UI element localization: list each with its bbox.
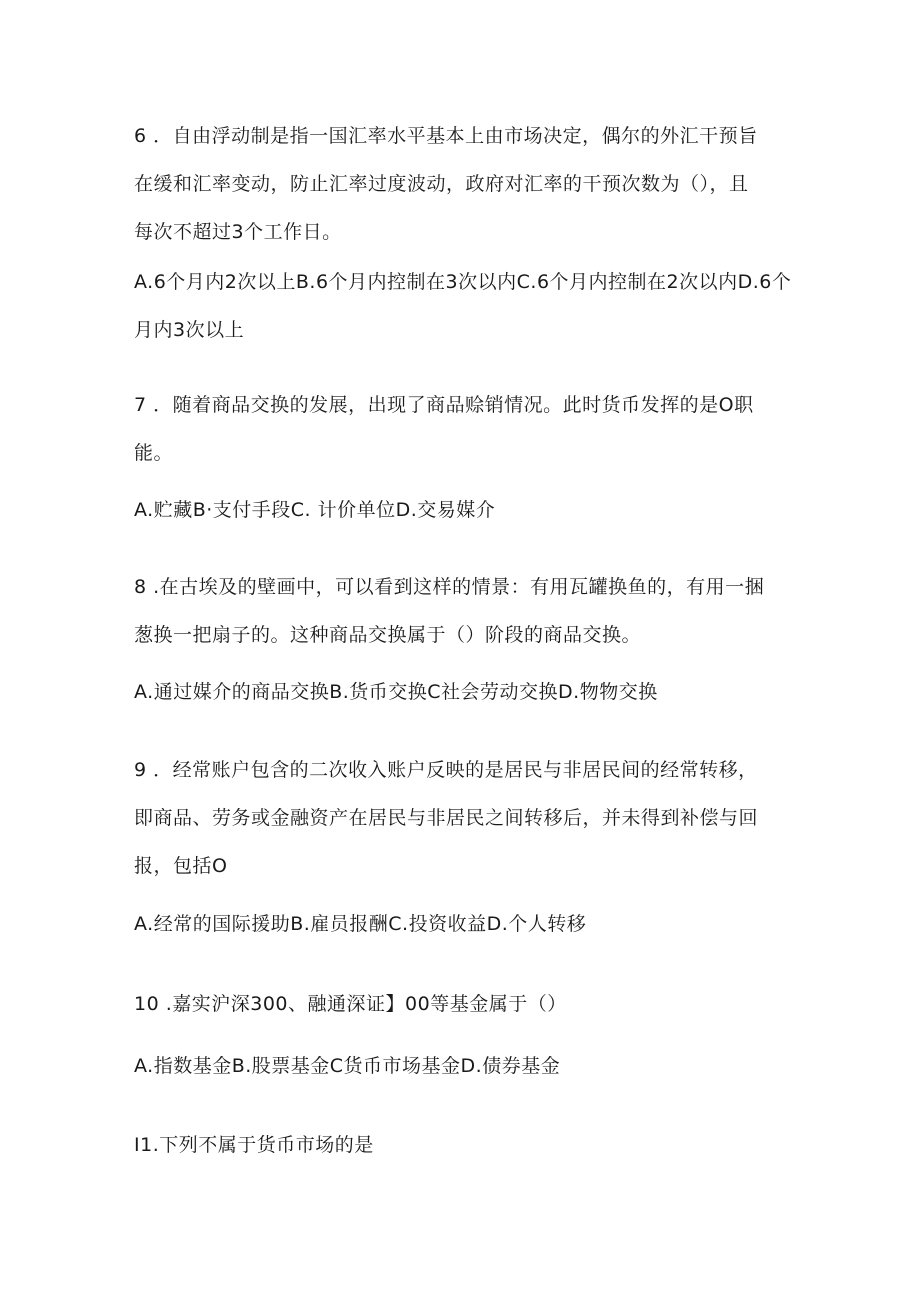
text-line: I1.下列不属于货币市场的是 bbox=[134, 1134, 374, 1156]
text-line: A.贮藏B·支付手段C. 计价单位D.交易媒介 bbox=[134, 499, 496, 521]
text-line: 10 .嘉实沪深300、融通深证】00等基金属于（） bbox=[134, 993, 567, 1015]
question-9-options bbox=[134, 900, 794, 948]
text-line: 葱换一把扇子的。这种商品交换属于（）阶段的商品交换。 bbox=[134, 624, 642, 646]
question-11-stem bbox=[134, 1121, 794, 1169]
text-line: A.指数基金B.股票基金C货币市场基金D.债券基金 bbox=[134, 1055, 561, 1077]
question-10-options bbox=[134, 1042, 794, 1090]
text-line: 报，包括O bbox=[134, 855, 228, 877]
text-line: 8 .在古埃及的壁画中，可以看到这样的情景：有用瓦罐换鱼的，有用一捆 bbox=[134, 576, 765, 598]
question-7-options bbox=[134, 486, 794, 534]
text-line: 月内3次以上 bbox=[134, 319, 245, 341]
text-line: A.经常的国际援助B.雇员报酬C.投资收益D.个人转移 bbox=[134, 913, 587, 935]
question-6-options bbox=[134, 258, 794, 354]
text-line: 在缓和汇率变动，防止汇率过度波动，政府对汇率的干预次数为（），且 bbox=[134, 173, 749, 195]
text-line: 每次不超过3个工作日。 bbox=[134, 221, 342, 243]
text-line: 9 ．经常账户包含的二次收入账户反映的是居民与非居民间的经常转移， bbox=[134, 759, 758, 781]
question-7-stem bbox=[134, 381, 794, 477]
question-8-options bbox=[134, 668, 794, 716]
text-line: 能。 bbox=[134, 442, 174, 464]
question-8-stem bbox=[134, 563, 794, 659]
text-line: 7 ．随着商品交换的发展，出现了商品赊销情况。此时货币发挥的是O职 bbox=[134, 394, 754, 416]
question-9-stem bbox=[134, 746, 794, 890]
text-line: A.通过媒介的商品交换B.货币交换C社会劳动交换D.物物交换 bbox=[134, 681, 658, 703]
text-line: 即商品、劳务或金融资产在居民与非居民之间转移后，并未得到补偿与回 bbox=[134, 807, 759, 829]
question-10-stem bbox=[134, 980, 794, 1028]
text-line: 6 ．自由浮动制是指一国汇率水平基本上由市场决定，偶尔的外汇干预旨 bbox=[134, 125, 758, 147]
text-line: A.6个月内2次以上B.6个月内控制在3次以内C.6个月内控制在2次以内D.6个 bbox=[134, 271, 792, 293]
question-6-stem bbox=[134, 112, 794, 256]
